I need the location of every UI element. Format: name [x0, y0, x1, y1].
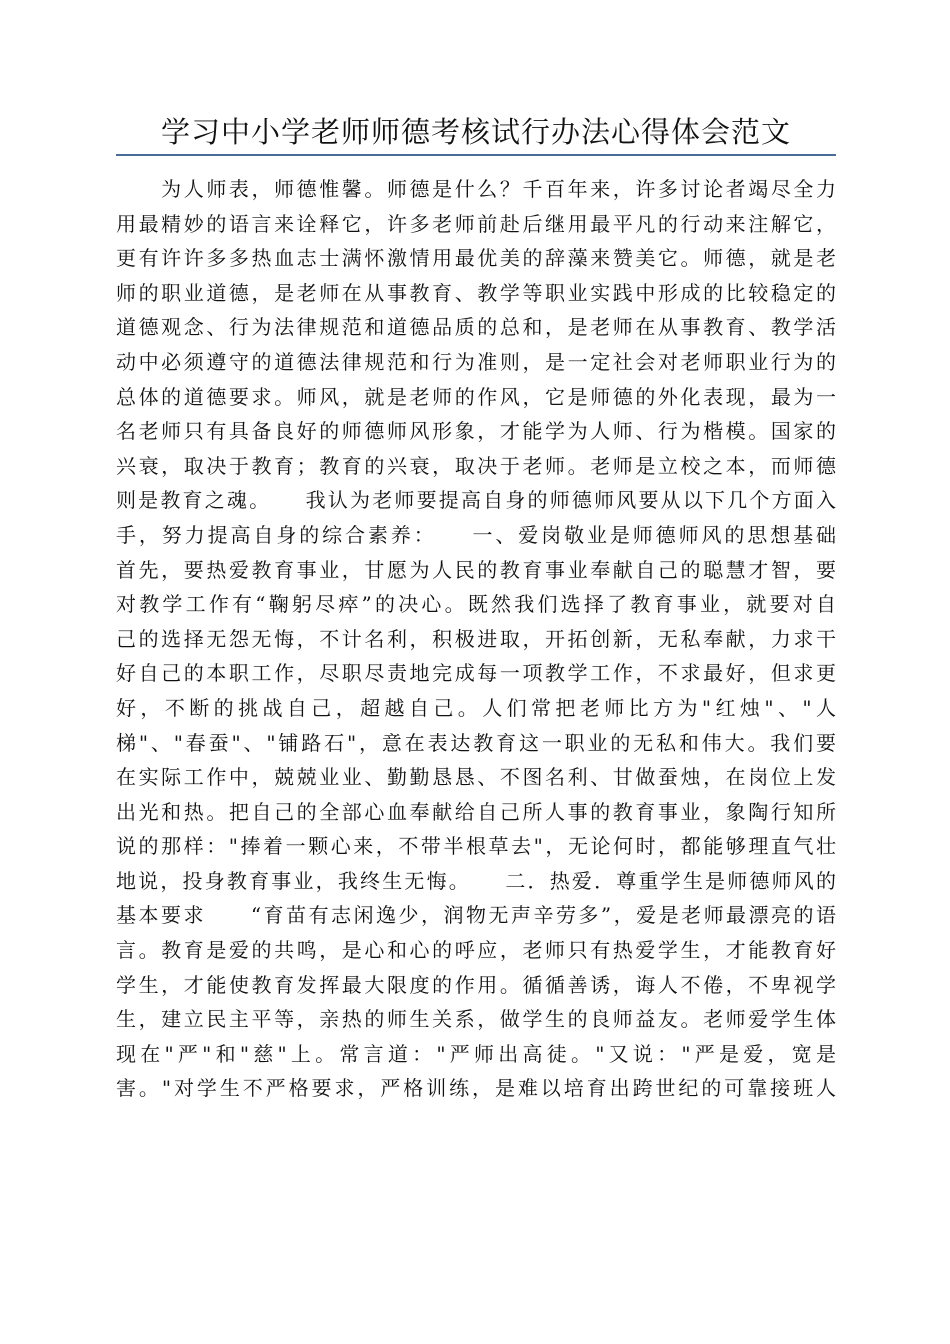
body-line: 地说，投身教育事业，我终生无悔。 二．热爱．尊重学生是师德师风的: [116, 868, 836, 893]
body-line: 总体的道德要求。师风，就是老师的作风，它是师德的外化表现，最为一: [116, 384, 836, 409]
document-title: 学习中小学老师师德考核试行办法心得体会范文: [160, 115, 791, 149]
body-line: 为人师表，师德惟馨。师德是什么？千百年来，许多讨论者竭尽全力: [116, 177, 836, 201]
body-line: 师的职业道德，是老师在从事教育、教学等职业实践中形成的比较稳定的: [116, 280, 836, 305]
body-line: 现在"严"和"慈"上。常言道："严师出高徒。"又说："严是爱，宽是: [116, 1041, 836, 1066]
body-line: 说的那样："捧着一颗心来，不带半根草去"，无论何时，都能够理直气壮: [116, 834, 836, 859]
body-line: 出光和热。把自己的全部心血奉献给自己所人事的教育事业，象陶行知所: [116, 799, 836, 824]
body-line: 害。"对学生不严格要求，严格训练，是难以培育出跨世纪的可靠接班人: [116, 1076, 836, 1101]
body-line: 用最精妙的语言来诠释它，许多老师前赴后继用最平凡的行动来注解它，: [116, 211, 836, 236]
body-line: 在实际工作中，兢兢业业、勤勤恳恳、不图名利、甘做蚕烛，在岗位上发: [116, 765, 836, 790]
body-line: 基本要求 “育苗有志闲逸少，润物无声辛劳多”，爱是老师最漂亮的语: [116, 903, 836, 928]
body-line: 道德观念、行为法律规范和道德品质的总和，是老师在从事教育、教学活: [116, 315, 836, 340]
body-line: 更有许许多多热血志士满怀激情用最优美的辞藻来赞美它。师德，就是老: [116, 246, 836, 271]
body-line: 生，建立民主平等，亲热的师生关系，做学生的良师益友。老师爱学生体: [116, 1007, 836, 1032]
body-line: 梯"、"春蚕"、"铺路石"，意在表达教育这一职业的无私和伟大。我们要: [116, 730, 836, 755]
body-line: 兴衰，取决于教育；教育的兴衰，取决于老师。老师是立校之本，而师德: [116, 453, 836, 478]
body-line: 对教学工作有“鞠躬尽瘁”的决心。既然我们选择了教育事业，就要对自: [116, 592, 836, 617]
body-line: 首先，要热爱教育事业，甘愿为人民的教育事业奉献自己的聪慧才智，要: [116, 557, 836, 582]
title-underline: [116, 154, 836, 156]
body-line: 动中必须遵守的道德法律规范和行为准则，是一定社会对老师职业行为的: [116, 349, 836, 374]
document-body: [116, 172, 836, 1106]
body-line: 好自己的本职工作，尽职尽责地完成每一项教学工作，不求最好，但求更: [116, 661, 836, 686]
body-line: 则是教育之魂。 我认为老师要提高自身的师德师风要从以下几个方面入: [116, 488, 836, 513]
body-line: 好，不断的挑战自己，超越自己。人们常把老师比方为"红烛"、"人: [116, 695, 836, 720]
body-line: 手，努力提高自身的综合素养： 一、爱岗敬业是师德师风的思想基础: [116, 522, 836, 547]
body-line: 名老师只有具备良好的师德师风形象，才能学为人师、行为楷模。国家的: [116, 419, 836, 444]
body-line: 学生，才能使教育发挥最大限度的作用。循循善诱，诲人不倦，不卑视学: [116, 972, 836, 997]
body-line: 言。教育是爱的共鸣，是心和心的呼应，老师只有热爱学生，才能教育好: [116, 938, 836, 963]
body-line: 己的选择无怨无悔，不计名利，积极进取，开拓创新，无私奉献，力求干: [116, 626, 836, 651]
